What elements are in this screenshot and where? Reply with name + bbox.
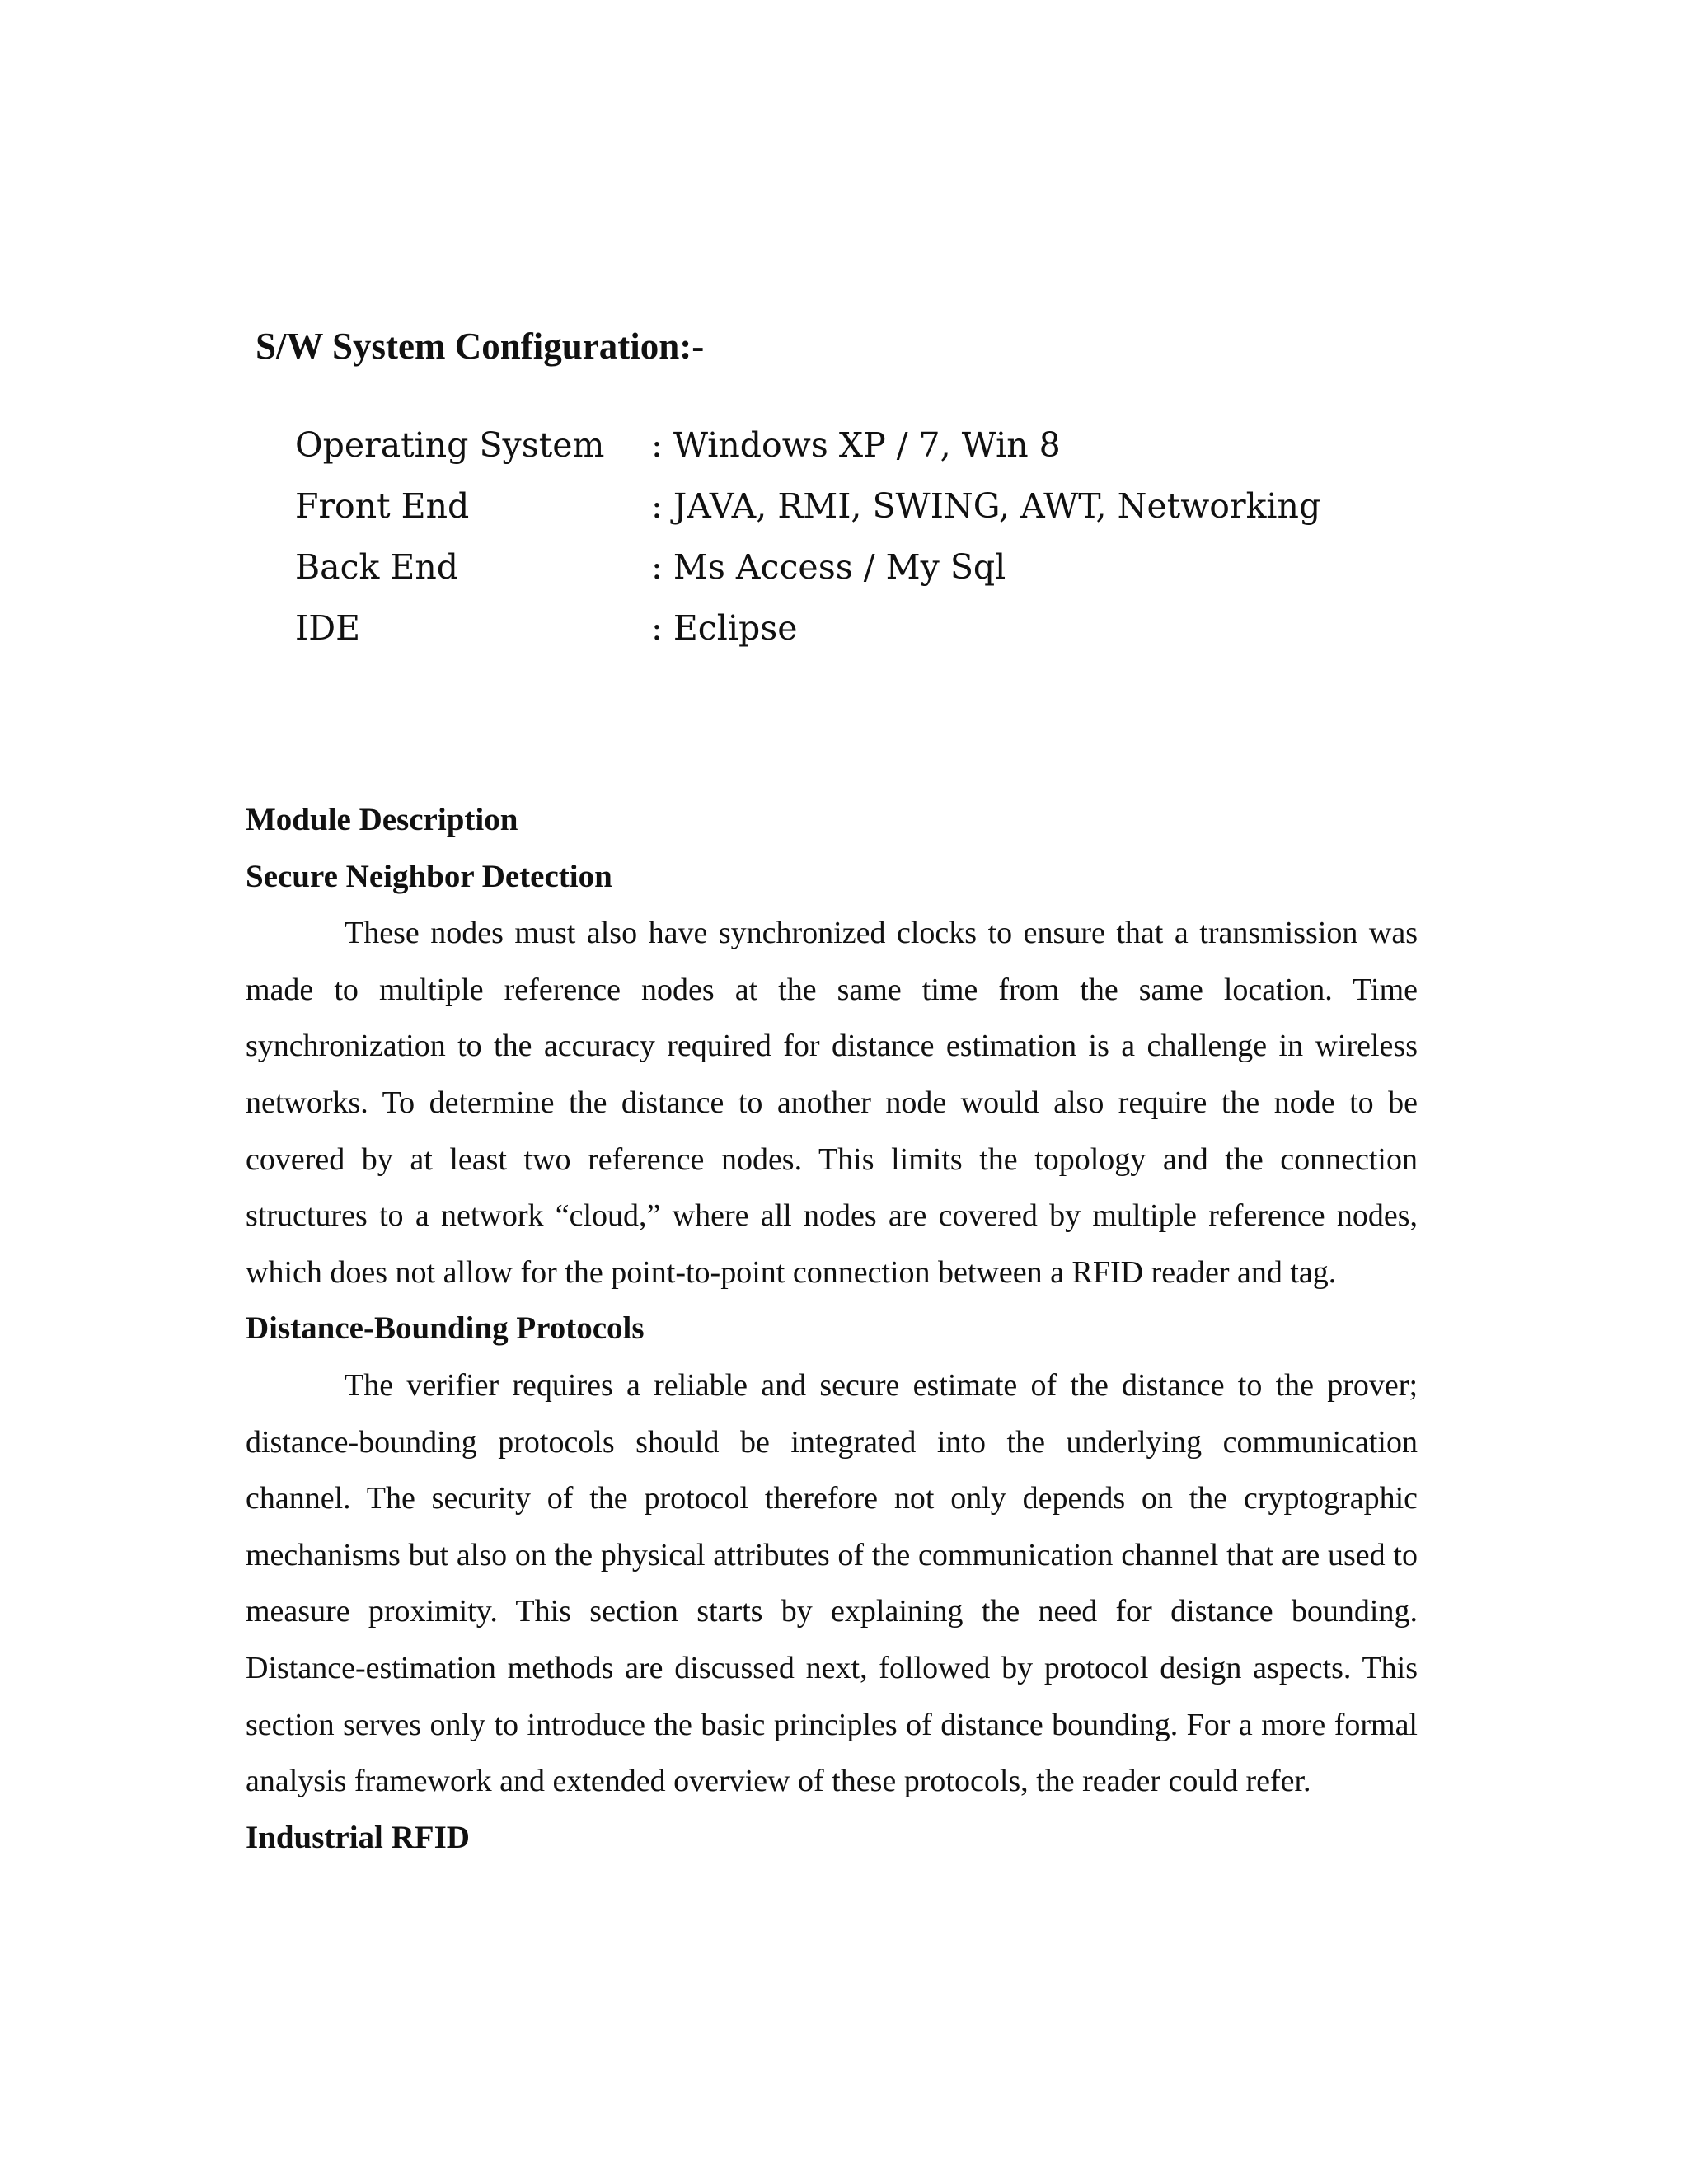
config-label: Back End <box>295 547 458 587</box>
module-description-heading: Module Description <box>246 802 518 837</box>
config-row-front-end <box>295 483 1614 544</box>
config-label: Operating System <box>295 425 605 465</box>
industrial-rfid-heading: Industrial RFID <box>246 1819 470 1855</box>
secure-neighbor-detection-paragraph: These nodes must also have synchronized clocks to ensure that a transmission was made to multiple reference nodes at the same time from the same location. Time synchronization to the accuracy required for distance estimation is a challenge in wireless networks. To determine the distance to another node would also require the node to be covered by at least two reference nodes. This limits the topology and the connection structures to a network “cloud,” where all nodes are covered by multiple reference nodes, which does not allow for the point-to-point connection between a RFID reader and tag. <box>246 916 1418 1290</box>
config-label: IDE <box>295 608 360 648</box>
config-value: : Eclipse <box>651 608 798 648</box>
config-row-back-end <box>295 544 1614 605</box>
config-row-ide <box>295 605 1614 666</box>
config-row-operating-system <box>295 422 1614 483</box>
distance-bounding-protocols-heading: Distance-Bounding Protocols <box>246 1310 645 1347</box>
config-value: : JAVA, RMI, SWING, AWT, Networking <box>651 486 1321 526</box>
config-label: Front End <box>295 486 470 526</box>
config-value: : Windows XP / 7, Win 8 <box>651 425 1061 465</box>
config-list <box>295 422 1614 666</box>
distance-bounding-protocols-paragraph: The verifier requires a reliable and secure estimate of the distance to the prover; distance-bounding protocols should be integrated into the underlying communication channel. The security of the protocol therefore not only depends on the cryptographic mechanisms but also on the physical attributes of the communication channel that are used to measure proximity. This section starts by explaining the need for distance bounding. Distance-estimation methods are discussed next, followed by protocol design aspects. This section serves only to introduce the basic principles of distance bounding. For a more formal analysis framework and extended overview of these protocols, the reader could refer. <box>246 1367 1418 1799</box>
secure-neighbor-detection-heading: Secure Neighbor Detection <box>246 858 612 894</box>
config-title: S/W System Configuration:- <box>256 326 705 367</box>
config-value: : Ms Access / My Sql <box>651 547 1006 587</box>
module-description-section <box>246 792 1418 1866</box>
